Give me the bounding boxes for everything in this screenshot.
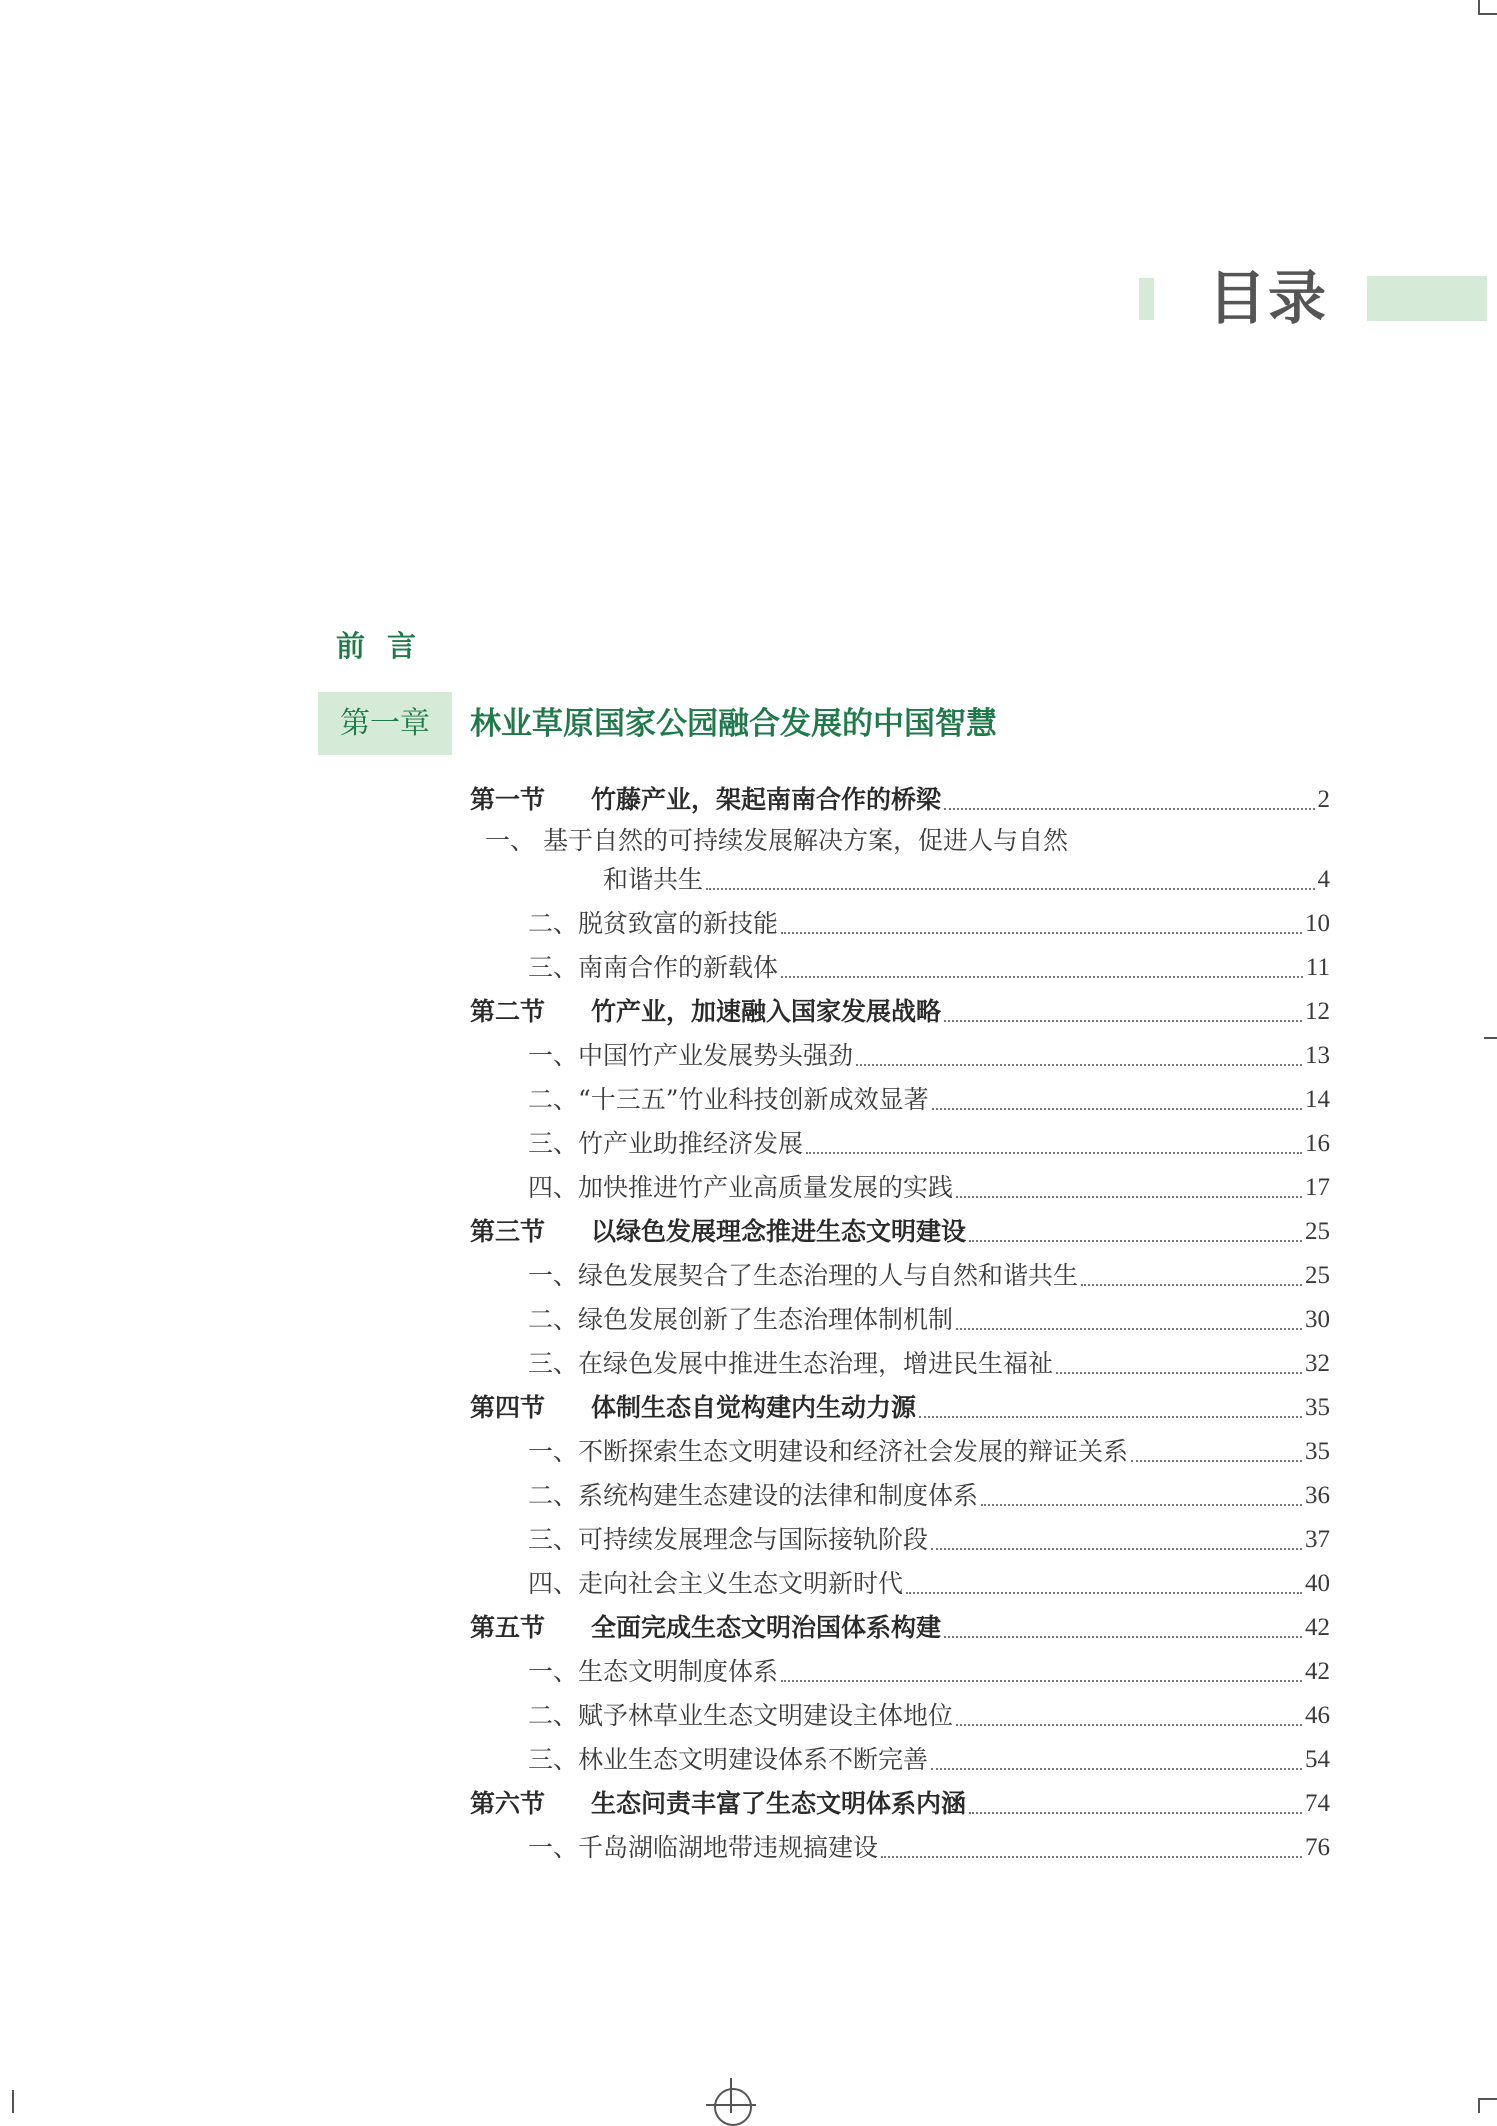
toc-page-number: 13 [1305,1042,1330,1069]
toc-page-number: 35 [1305,1438,1330,1465]
toc-leader-dots [706,887,1314,890]
toc-section-row [470,990,1330,1034]
page-title: 目录 [1208,264,1329,332]
toc-leader-dots [944,1019,1302,1022]
toc-leader-dots [1056,1371,1302,1374]
toc-page-number: 37 [1305,1526,1330,1553]
toc-item-row [470,1738,1330,1782]
toc-leader-dots [956,1195,1302,1198]
toc-entry-label: 一、绿色发展契合了生态治理的人与自然和谐共生 [528,1261,1079,1290]
toc-item-row [470,1430,1330,1474]
toc-entry-label: 一、不断探索生态文明建设和经济社会发展的辩证关系 [528,1437,1129,1466]
toc-entry-label: 三、在绿色发展中推进生态治理，增进民生福祉 [528,1349,1054,1378]
toc-page-number: 35 [1305,1394,1330,1421]
toc-leader-dots [931,1767,1302,1770]
toc-leader-dots [981,1503,1302,1506]
toc-page-number: 17 [1305,1174,1330,1201]
toc-section-row [470,1782,1330,1826]
toc-entry-label: 竹藤产业，架起南南合作的桥梁 [591,785,942,814]
toc-entry-label: 一、 基于自然的可持续发展解决方案，促进人与自然 [485,826,1068,855]
registration-mark-bottom-center [714,2088,752,2126]
toc-section-number: 第二节 [470,997,546,1026]
toc-item-row [470,1650,1330,1694]
toc-section-row [470,778,1330,822]
toc-leader-dots [944,1635,1302,1638]
toc-entry-label: 四、加快推进竹产业高质量发展的实践 [528,1173,954,1202]
toc-entry-label: 三、可持续发展理念与国际接轨阶段 [528,1525,929,1554]
toc-item-row [470,1166,1330,1210]
toc-page-number: 25 [1305,1218,1330,1245]
toc-section-number: 第一节 [470,785,546,814]
toc-item-row [470,1694,1330,1738]
chapter-label-box [318,692,452,755]
toc-entry-label: 生态问责丰富了生态文明体系内涵 [591,1789,967,1818]
toc-leader-dots [919,1415,1302,1418]
toc-leader-dots [969,1239,1302,1242]
toc-item-row [470,1254,1330,1298]
toc-entry-label: 三、南南合作的新载体 [528,953,779,982]
toc-item-row [470,1518,1330,1562]
toc-entry-label: 四、走向社会主义生态文明新时代 [528,1569,904,1598]
toc-leader-dots [931,1547,1302,1550]
toc-page-number: 12 [1305,998,1330,1025]
toc-leader-dots [806,1151,1302,1154]
toc-section-number: 第六节 [470,1789,546,1818]
toc-leader-dots [956,1723,1302,1726]
toc-entry-label: 竹产业，加速融入国家发展战略 [591,997,942,1026]
toc-item-row [470,822,1330,860]
toc-page-number: 14 [1305,1086,1330,1113]
toc-page-number: 42 [1305,1614,1330,1641]
toc-item-row [470,1078,1330,1122]
toc-item-row [470,1474,1330,1518]
toc-leader-dots [856,1063,1302,1066]
toc-entry-label: 一、中国竹产业发展势头强劲 [528,1041,854,1070]
toc-item-row [470,860,1330,902]
toc-leader-dots [781,1679,1302,1682]
toc-item-row [470,1342,1330,1386]
toc-item-row [470,1298,1330,1342]
chapter-title: 林业草原国家公园融合发展的中国智慧 [470,706,997,742]
toc-page-number: 4 [1317,866,1330,893]
crop-mark-bottom-left [12,2090,14,2113]
title-accent-large [1367,276,1487,321]
title-accent-small [1139,278,1154,320]
registration-line-h [706,2104,756,2106]
crop-mark-right-side [1484,1037,1497,1039]
toc-entry-label: 一、生态文明制度体系 [528,1657,779,1686]
preface-entry: 前言 [336,629,439,663]
toc-page-number: 74 [1305,1790,1330,1817]
toc-item-row [470,946,1330,990]
toc-entry-label: 全面完成生态文明治国体系构建 [591,1613,942,1642]
toc-leader-dots [932,1107,1302,1110]
crop-mark-top-right-h [1478,13,1497,15]
toc-item-row [470,1826,1330,1870]
toc-page-number: 54 [1305,1746,1330,1773]
toc-section-number: 第三节 [470,1217,546,1246]
toc-leader-dots [944,807,1314,810]
toc-entry-label: 一、千岛湖临湖地带违规搞建设 [528,1833,879,1862]
toc-entry-label: 二、“十三五”竹业科技创新成效显著 [528,1085,929,1114]
toc-leader-dots [956,1327,1302,1330]
toc-page-number: 32 [1305,1350,1330,1377]
toc-page-number: 2 [1317,786,1330,813]
toc-leader-dots [781,931,1302,934]
toc-section-row [470,1606,1330,1650]
toc-item-row [470,1122,1330,1166]
toc-entry-label: 三、林业生态文明建设体系不断完善 [528,1745,929,1774]
toc-page-number: 42 [1305,1658,1330,1685]
chapter-label: 第一章 [340,706,430,741]
toc-page-number: 25 [1305,1262,1330,1289]
toc-item-row [470,902,1330,946]
toc-entry-label: 二、脱贫致富的新技能 [528,909,779,938]
toc-section-number: 第四节 [470,1393,546,1422]
toc-entry-label: 体制生态自觉构建内生动力源 [591,1393,917,1422]
toc-list [470,778,1330,1870]
toc-page-number: 30 [1305,1306,1330,1333]
toc-section-row [470,1386,1330,1430]
crop-mark-top-right-v [1478,0,1480,14]
toc-entry-label: 二、绿色发展创新了生态治理体制机制 [528,1305,954,1334]
toc-page-number: 10 [1305,910,1330,937]
toc-entry-label: 二、系统构建生态建设的法律和制度体系 [528,1481,979,1510]
toc-leader-dots [881,1855,1302,1858]
toc-leader-dots [969,1811,1302,1814]
toc-page-number: 11 [1305,954,1330,981]
toc-leader-dots [1081,1283,1302,1286]
toc-item-row [470,1034,1330,1078]
toc-entry-label: 和谐共生 [603,865,704,894]
toc-page-number: 36 [1305,1482,1330,1509]
toc-page-number: 76 [1305,1834,1330,1861]
crop-mark-bottom-right-h [1478,2098,1497,2100]
toc-leader-dots [1131,1459,1302,1462]
toc-entry-label: 三、竹产业助推经济发展 [528,1129,804,1158]
toc-item-row [470,1562,1330,1606]
toc-page-number: 40 [1305,1570,1330,1597]
toc-section-row [470,1210,1330,1254]
toc-entry-label: 二、赋予林草业生态文明建设主体地位 [528,1701,954,1730]
registration-line-v [730,2078,732,2113]
toc-leader-dots [781,975,1303,978]
toc-leader-dots [906,1591,1302,1594]
toc-page-number: 16 [1305,1130,1330,1157]
toc-page-number: 46 [1305,1702,1330,1729]
toc-entry-label: 以绿色发展理念推进生态文明建设 [591,1217,967,1246]
crop-mark-bottom-right-v [1478,2098,1480,2113]
toc-section-number: 第五节 [470,1613,546,1642]
